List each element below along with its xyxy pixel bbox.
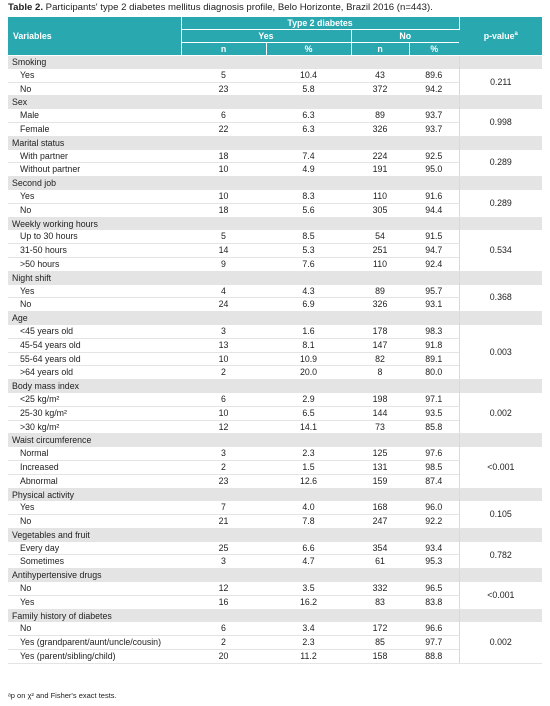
p-value-cell: <0.001 bbox=[459, 447, 542, 488]
row-label: Yes (parent/sibling/child) bbox=[8, 650, 181, 664]
row-value: 10.9 bbox=[266, 352, 351, 366]
row-label: No bbox=[8, 298, 181, 312]
row-value: 91.5 bbox=[409, 230, 459, 243]
row-value: 2 bbox=[181, 366, 266, 380]
row-value: 96.0 bbox=[409, 501, 459, 514]
p-value-cell-blank bbox=[459, 271, 542, 284]
row-label: Abnormal bbox=[8, 474, 181, 488]
row-value: 93.1 bbox=[409, 298, 459, 312]
p-value-cell: 0.289 bbox=[459, 190, 542, 217]
row-value: 21 bbox=[181, 515, 266, 529]
p-value-cell: 0.289 bbox=[459, 150, 542, 177]
row-value: 10 bbox=[181, 352, 266, 366]
header-variables: Variables bbox=[8, 17, 181, 56]
row-value: 6 bbox=[181, 109, 266, 122]
row-value: 2.3 bbox=[266, 447, 351, 460]
p-value-cell-blank bbox=[459, 569, 542, 582]
group-row bbox=[8, 380, 542, 393]
row-label: Sometimes bbox=[8, 555, 181, 569]
p-value-cell: 0.002 bbox=[459, 393, 542, 434]
row-value: 4.0 bbox=[266, 501, 351, 514]
row-value: 89 bbox=[351, 109, 409, 122]
table-row bbox=[8, 109, 542, 122]
group-label: Night shift bbox=[8, 271, 459, 284]
row-value: 1.6 bbox=[266, 325, 351, 338]
group-row bbox=[8, 96, 542, 109]
row-value: 168 bbox=[351, 501, 409, 514]
caption-label: Table 2. bbox=[8, 2, 44, 13]
row-value: 10.4 bbox=[266, 69, 351, 82]
row-value: 147 bbox=[351, 338, 409, 352]
row-label: 55-64 years old bbox=[8, 352, 181, 366]
row-label: Female bbox=[8, 122, 181, 136]
row-value: 305 bbox=[351, 203, 409, 217]
row-value: 332 bbox=[351, 582, 409, 595]
row-value: 18 bbox=[181, 150, 266, 163]
row-value: 144 bbox=[351, 406, 409, 420]
row-label: No bbox=[8, 622, 181, 635]
row-value: 97.7 bbox=[409, 636, 459, 650]
row-value: 25 bbox=[181, 542, 266, 555]
group-row bbox=[8, 609, 542, 622]
p-value-cell-blank bbox=[459, 380, 542, 393]
row-value: 89 bbox=[351, 285, 409, 298]
row-value: 131 bbox=[351, 460, 409, 474]
row-value: 85.8 bbox=[409, 420, 459, 434]
row-value: 94.2 bbox=[409, 82, 459, 96]
row-label: >50 hours bbox=[8, 257, 181, 271]
table-row bbox=[8, 622, 542, 635]
row-value: 224 bbox=[351, 150, 409, 163]
row-value: 95.0 bbox=[409, 163, 459, 177]
p-value-cell-blank bbox=[459, 177, 542, 190]
group-row bbox=[8, 271, 542, 284]
row-value: 14 bbox=[181, 244, 266, 258]
row-label: Yes bbox=[8, 501, 181, 514]
row-value: 96.6 bbox=[409, 622, 459, 635]
group-label: Antihypertensive drugs bbox=[8, 569, 459, 582]
group-label: Family history of diabetes bbox=[8, 609, 459, 622]
group-label: Physical activity bbox=[8, 488, 459, 501]
row-value: 8.1 bbox=[266, 338, 351, 352]
group-label: Body mass index bbox=[8, 380, 459, 393]
row-value: 93.7 bbox=[409, 122, 459, 136]
group-label: Vegetables and fruit bbox=[8, 528, 459, 541]
row-value: 247 bbox=[351, 515, 409, 529]
row-value: 5.3 bbox=[266, 244, 351, 258]
row-value: 3.5 bbox=[266, 582, 351, 595]
row-value: 93.5 bbox=[409, 406, 459, 420]
row-label: Without partner bbox=[8, 163, 181, 177]
group-label: Smoking bbox=[8, 56, 459, 69]
p-value-cell-blank bbox=[459, 96, 542, 109]
row-value: 5 bbox=[181, 69, 266, 82]
row-value: 96.5 bbox=[409, 582, 459, 595]
row-label: With partner bbox=[8, 150, 181, 163]
row-value: 4.3 bbox=[266, 285, 351, 298]
row-value: 326 bbox=[351, 298, 409, 312]
row-value: 92.4 bbox=[409, 257, 459, 271]
row-label: No bbox=[8, 515, 181, 529]
group-row bbox=[8, 177, 542, 190]
row-value: 2.3 bbox=[266, 636, 351, 650]
p-value-cell-blank bbox=[459, 528, 542, 541]
row-value: 6.6 bbox=[266, 542, 351, 555]
row-value: 8 bbox=[351, 366, 409, 380]
row-label: No bbox=[8, 582, 181, 595]
row-value: 14.1 bbox=[266, 420, 351, 434]
row-value: 8.5 bbox=[266, 230, 351, 243]
row-label: >30 kg/m² bbox=[8, 420, 181, 434]
row-value: 2.9 bbox=[266, 393, 351, 406]
row-value: 7.4 bbox=[266, 150, 351, 163]
row-value: 23 bbox=[181, 82, 266, 96]
row-value: 159 bbox=[351, 474, 409, 488]
header-yes-n: n bbox=[181, 43, 266, 56]
p-value-cell: 0.998 bbox=[459, 109, 542, 136]
row-value: 2 bbox=[181, 460, 266, 474]
group-row bbox=[8, 528, 542, 541]
group-label: Weekly working hours bbox=[8, 217, 459, 230]
row-value: 20.0 bbox=[266, 366, 351, 380]
header-yes: Yes bbox=[181, 30, 351, 43]
row-value: 16 bbox=[181, 595, 266, 609]
row-label: Yes bbox=[8, 595, 181, 609]
group-row bbox=[8, 56, 542, 69]
row-value: 125 bbox=[351, 447, 409, 460]
row-value: 7.6 bbox=[266, 257, 351, 271]
p-value-cell: 0.003 bbox=[459, 325, 542, 380]
table-caption bbox=[8, 2, 433, 14]
footnote: ᵃp on χ² and Fisher's exact tests. bbox=[8, 691, 117, 700]
row-value: 93.7 bbox=[409, 109, 459, 122]
header-p-value: p-value$^a$ bbox=[459, 17, 542, 56]
row-label: No bbox=[8, 82, 181, 96]
row-value: 83 bbox=[351, 595, 409, 609]
group-label: Second job bbox=[8, 177, 459, 190]
table-body bbox=[8, 56, 542, 664]
row-value: 5.8 bbox=[266, 82, 351, 96]
table-row bbox=[8, 190, 542, 203]
row-value: 4.9 bbox=[266, 163, 351, 177]
row-value: 85 bbox=[351, 636, 409, 650]
row-label: Yes bbox=[8, 285, 181, 298]
row-label: Up to 30 hours bbox=[8, 230, 181, 243]
group-label: Marital status bbox=[8, 136, 459, 149]
row-value: 5.6 bbox=[266, 203, 351, 217]
row-value: 191 bbox=[351, 163, 409, 177]
row-label: Yes (grandparent/aunt/uncle/cousin) bbox=[8, 636, 181, 650]
row-value: 88.8 bbox=[409, 650, 459, 664]
row-value: 10 bbox=[181, 190, 266, 203]
row-value: 97.6 bbox=[409, 447, 459, 460]
table-row bbox=[8, 150, 542, 163]
row-label: Every day bbox=[8, 542, 181, 555]
row-value: 158 bbox=[351, 650, 409, 664]
row-label: >64 years old bbox=[8, 366, 181, 380]
row-value: 18 bbox=[181, 203, 266, 217]
table-row bbox=[8, 69, 542, 82]
row-value: 94.7 bbox=[409, 244, 459, 258]
row-value: 82 bbox=[351, 352, 409, 366]
row-value: 7.8 bbox=[266, 515, 351, 529]
diabetes-profile-table bbox=[8, 17, 542, 664]
header-yes-pct: % bbox=[266, 43, 351, 56]
table-row bbox=[8, 393, 542, 406]
row-value: 73 bbox=[351, 420, 409, 434]
row-value: 9 bbox=[181, 257, 266, 271]
row-label: <45 years old bbox=[8, 325, 181, 338]
row-value: 89.1 bbox=[409, 352, 459, 366]
row-value: 12.6 bbox=[266, 474, 351, 488]
group-row bbox=[8, 569, 542, 582]
group-row bbox=[8, 434, 542, 447]
p-value-cell: 0.002 bbox=[459, 622, 542, 663]
row-value: 87.4 bbox=[409, 474, 459, 488]
row-value: 91.8 bbox=[409, 338, 459, 352]
row-value: 92.2 bbox=[409, 515, 459, 529]
row-value: 95.7 bbox=[409, 285, 459, 298]
row-value: 16.2 bbox=[266, 595, 351, 609]
row-value: 23 bbox=[181, 474, 266, 488]
row-value: 372 bbox=[351, 82, 409, 96]
row-label: Increased bbox=[8, 460, 181, 474]
table-row bbox=[8, 501, 542, 514]
row-value: 83.8 bbox=[409, 595, 459, 609]
table-row bbox=[8, 542, 542, 555]
row-label: Yes bbox=[8, 190, 181, 203]
caption-text: Participants' type 2 diabetes mellitus diagnosis profile, Belo Horizonte, Brazil 2016 (n=443). bbox=[43, 2, 433, 13]
row-value: 3 bbox=[181, 325, 266, 338]
group-label: Waist circumference bbox=[8, 434, 459, 447]
row-label: Normal bbox=[8, 447, 181, 460]
row-value: 80.0 bbox=[409, 366, 459, 380]
row-value: 198 bbox=[351, 393, 409, 406]
header-no: No bbox=[351, 30, 459, 43]
p-value-cell: 0.782 bbox=[459, 542, 542, 569]
row-value: 6 bbox=[181, 622, 266, 635]
row-label: 25-30 kg/m² bbox=[8, 406, 181, 420]
row-value: 98.3 bbox=[409, 325, 459, 338]
row-value: 251 bbox=[351, 244, 409, 258]
row-value: 97.1 bbox=[409, 393, 459, 406]
row-value: 12 bbox=[181, 420, 266, 434]
row-value: 1.5 bbox=[266, 460, 351, 474]
table-row bbox=[8, 230, 542, 243]
row-value: 10 bbox=[181, 163, 266, 177]
p-value-cell-blank bbox=[459, 312, 542, 325]
row-value: 178 bbox=[351, 325, 409, 338]
group-row bbox=[8, 217, 542, 230]
row-value: 110 bbox=[351, 257, 409, 271]
row-value: 7 bbox=[181, 501, 266, 514]
table-row bbox=[8, 582, 542, 595]
group-label: Sex bbox=[8, 96, 459, 109]
row-value: 92.5 bbox=[409, 150, 459, 163]
p-value-cell-blank bbox=[459, 217, 542, 230]
row-value: 2 bbox=[181, 636, 266, 650]
row-value: 6.3 bbox=[266, 109, 351, 122]
row-value: 110 bbox=[351, 190, 409, 203]
p-value-cell: 0.534 bbox=[459, 230, 542, 271]
row-label: <25 kg/m² bbox=[8, 393, 181, 406]
row-value: 94.4 bbox=[409, 203, 459, 217]
p-value-cell: 0.105 bbox=[459, 501, 542, 528]
header-no-pct: % bbox=[409, 43, 459, 56]
row-value: 91.6 bbox=[409, 190, 459, 203]
row-value: 8.3 bbox=[266, 190, 351, 203]
row-label: No bbox=[8, 203, 181, 217]
row-value: 61 bbox=[351, 555, 409, 569]
row-value: 54 bbox=[351, 230, 409, 243]
row-value: 3.4 bbox=[266, 622, 351, 635]
row-value: 24 bbox=[181, 298, 266, 312]
p-value-cell-blank bbox=[459, 56, 542, 69]
row-value: 11.2 bbox=[266, 650, 351, 664]
row-label: 31-50 hours bbox=[8, 244, 181, 258]
row-label: 45-54 years old bbox=[8, 338, 181, 352]
row-value: 5 bbox=[181, 230, 266, 243]
group-row bbox=[8, 136, 542, 149]
p-value-cell-blank bbox=[459, 609, 542, 622]
row-value: 89.6 bbox=[409, 69, 459, 82]
p-value-cell: 0.211 bbox=[459, 69, 542, 96]
row-value: 10 bbox=[181, 406, 266, 420]
row-value: 20 bbox=[181, 650, 266, 664]
table-row bbox=[8, 285, 542, 298]
row-value: 326 bbox=[351, 122, 409, 136]
row-label: Yes bbox=[8, 69, 181, 82]
table-row bbox=[8, 325, 542, 338]
p-value-cell-blank bbox=[459, 136, 542, 149]
row-value: 13 bbox=[181, 338, 266, 352]
p-value-cell: <0.001 bbox=[459, 582, 542, 609]
row-value: 4.7 bbox=[266, 555, 351, 569]
row-value: 4 bbox=[181, 285, 266, 298]
row-value: 172 bbox=[351, 622, 409, 635]
row-value: 43 bbox=[351, 69, 409, 82]
table-header bbox=[8, 17, 542, 56]
row-value: 354 bbox=[351, 542, 409, 555]
row-value: 22 bbox=[181, 122, 266, 136]
p-value-cell: 0.368 bbox=[459, 285, 542, 312]
p-value-cell-blank bbox=[459, 488, 542, 501]
row-value: 6.9 bbox=[266, 298, 351, 312]
row-value: 93.4 bbox=[409, 542, 459, 555]
p-value-cell-blank bbox=[459, 434, 542, 447]
header-no-n: n bbox=[351, 43, 409, 56]
row-value: 6.5 bbox=[266, 406, 351, 420]
row-value: 3 bbox=[181, 447, 266, 460]
row-value: 12 bbox=[181, 582, 266, 595]
row-value: 98.5 bbox=[409, 460, 459, 474]
group-row bbox=[8, 488, 542, 501]
row-value: 95.3 bbox=[409, 555, 459, 569]
row-label: Male bbox=[8, 109, 181, 122]
table-row bbox=[8, 447, 542, 460]
group-row bbox=[8, 312, 542, 325]
row-value: 3 bbox=[181, 555, 266, 569]
row-value: 6 bbox=[181, 393, 266, 406]
header-type2-diabetes: Type 2 diabetes bbox=[181, 17, 459, 30]
row-value: 6.3 bbox=[266, 122, 351, 136]
group-label: Age bbox=[8, 312, 459, 325]
